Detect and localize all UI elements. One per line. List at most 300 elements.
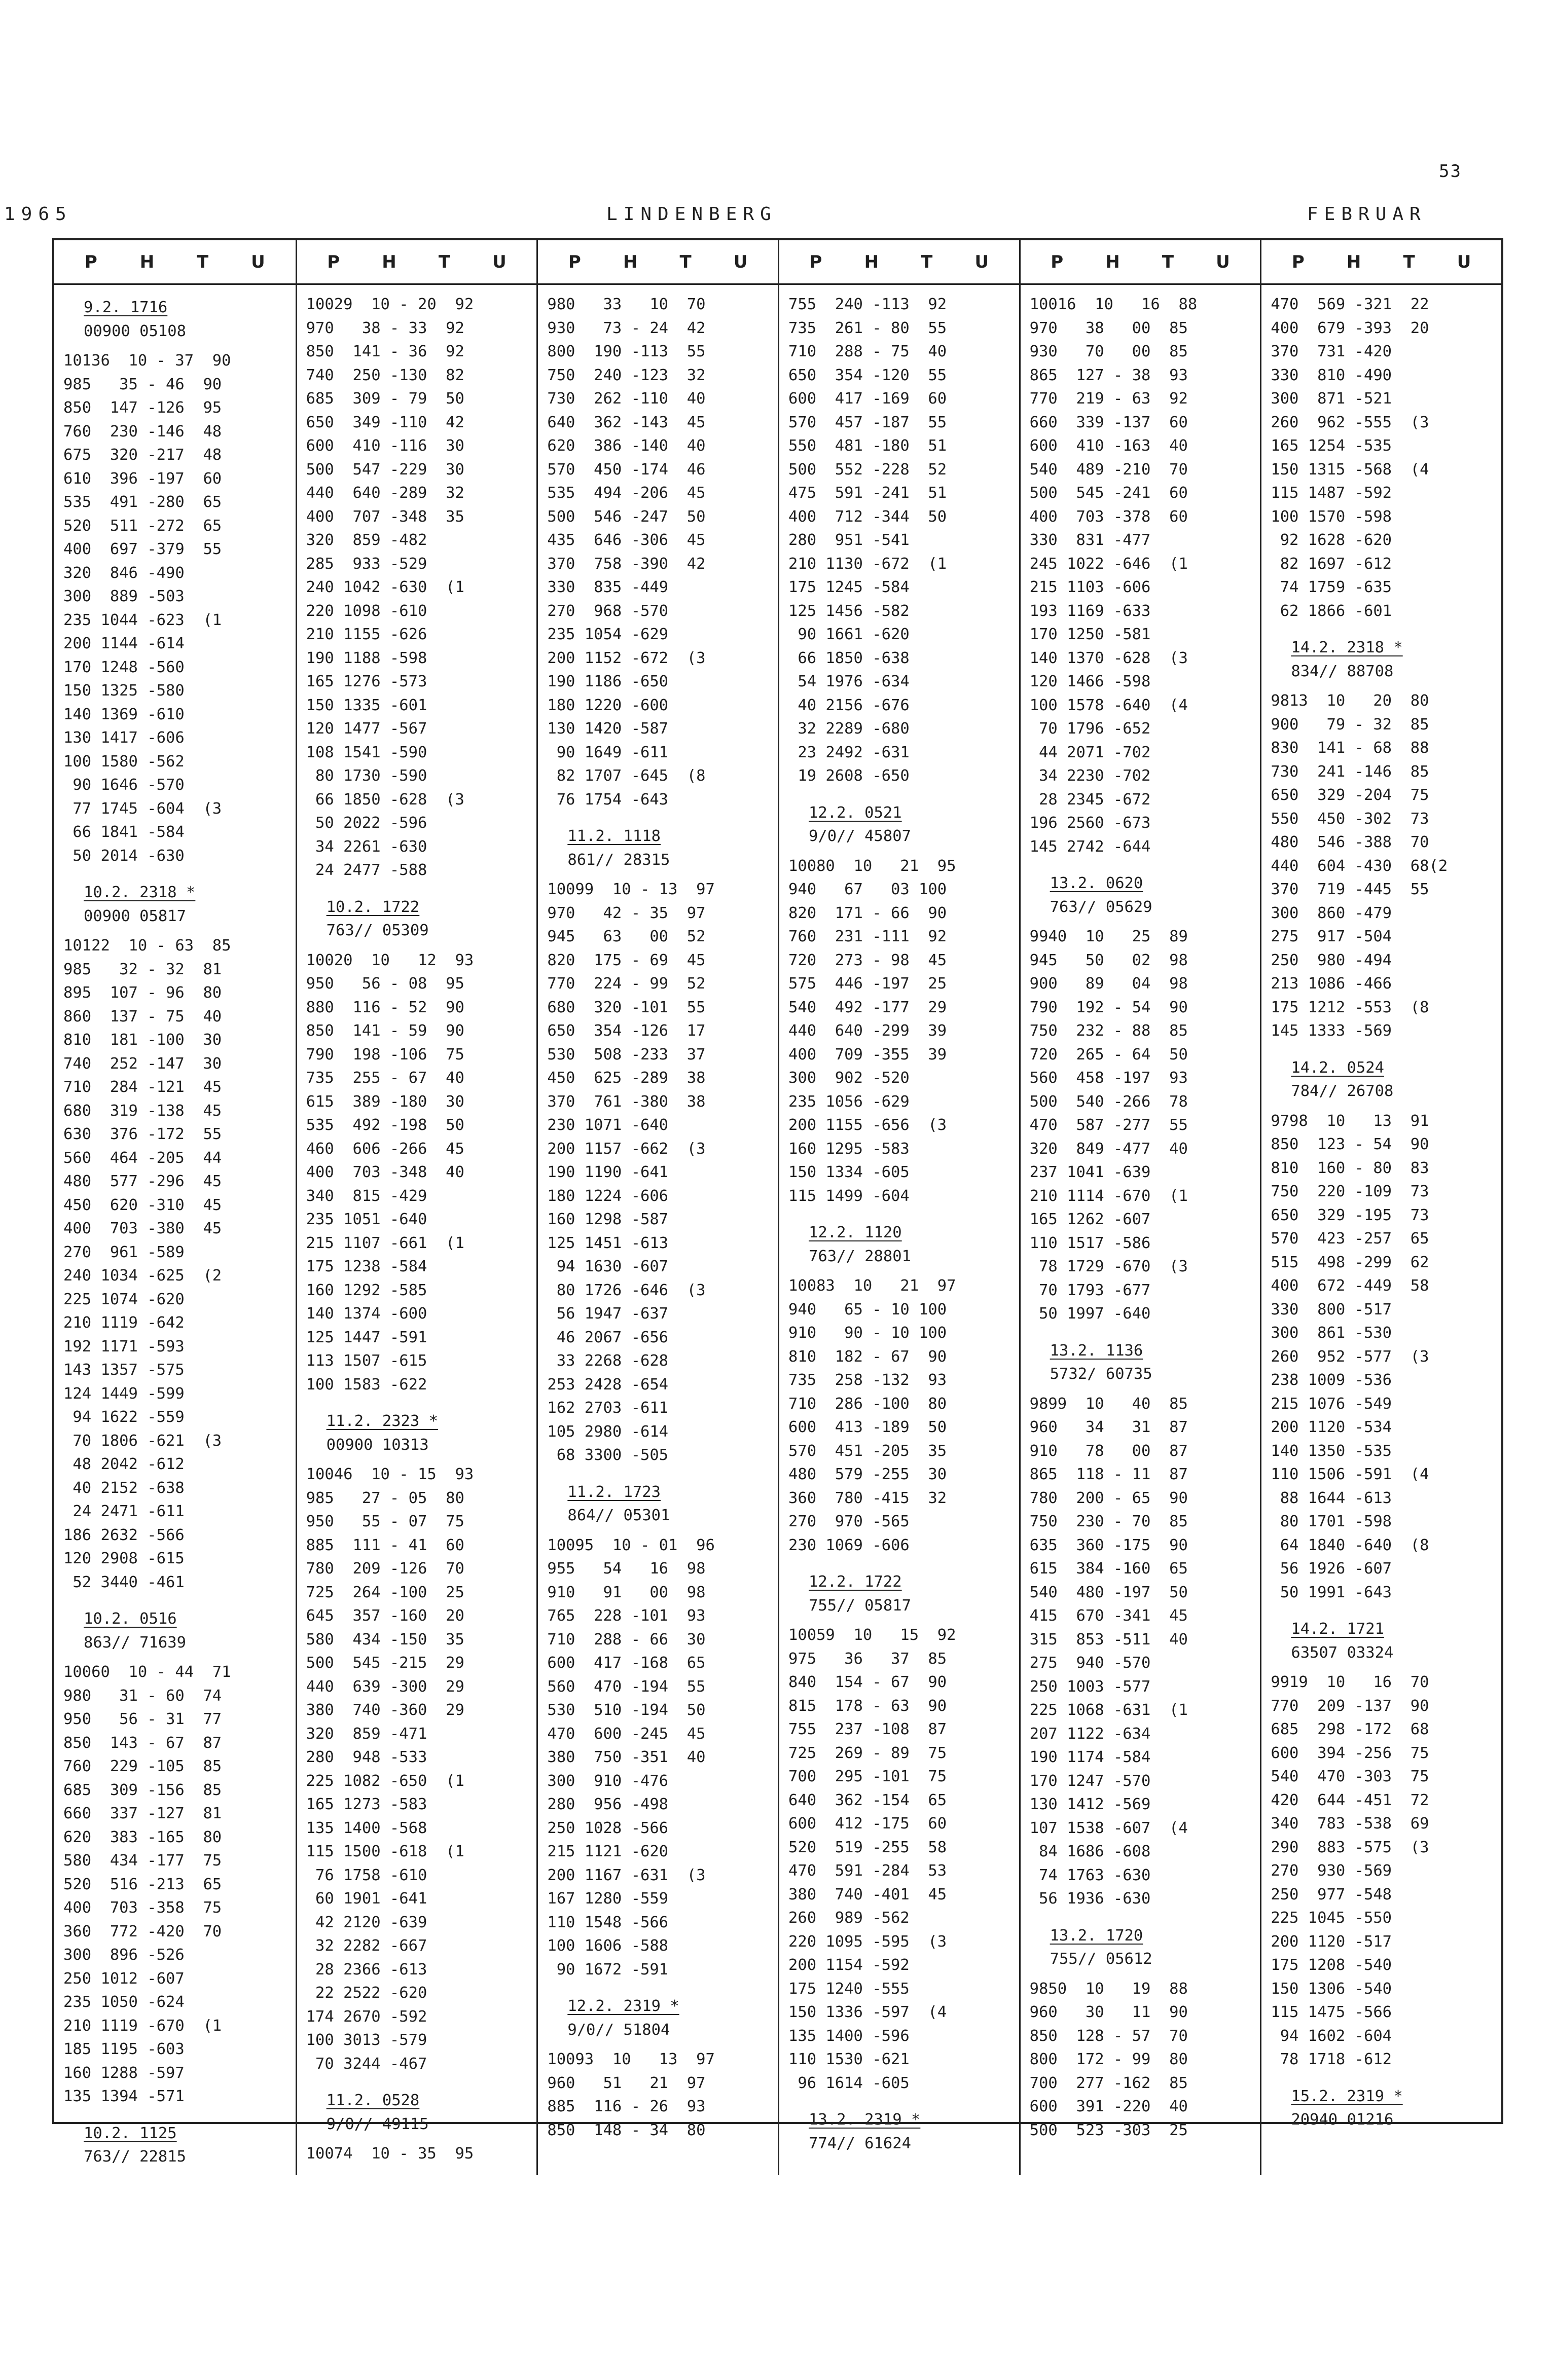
table-row: 820 171 - 66 90	[788, 904, 947, 922]
table-row: 170 1250 -581	[1029, 626, 1151, 643]
table-row: 196 2560 -673	[1029, 814, 1151, 832]
table-row: 66 1850 -628 (3	[306, 790, 464, 809]
column-header-label: T	[1162, 251, 1174, 272]
station-heading: LINDENBERG	[606, 204, 777, 225]
table-row: 570 423 -257 65	[1271, 1230, 1429, 1248]
table-row: 620 383 -165 80	[63, 1828, 222, 1846]
table-row: 110 1506 -591 (4	[1271, 1466, 1429, 1483]
table-row: 865 127 - 38 93	[1029, 366, 1188, 384]
sounding-ident: 00900 10313	[326, 1436, 429, 1454]
table-row: 945 50 02 98	[1029, 951, 1188, 969]
table-row: 215 1076 -549	[1271, 1395, 1392, 1413]
table-row: 400 703 -348 40	[306, 1163, 464, 1181]
table-row: 190 1174 -584	[1029, 1748, 1151, 1766]
table-row: 910 91 00 98	[547, 1583, 706, 1601]
table-row: 44 2071 -702	[1029, 743, 1151, 761]
table-row: 380 740 -401 45	[788, 1885, 947, 1903]
sounding-date: 10.2. 2318 *	[84, 884, 196, 901]
sounding-date: 12.2. 0521	[808, 803, 902, 822]
sounding-date: 12.2. 2319 *	[567, 1997, 679, 2015]
table-row: 480 579 -255 30	[788, 1466, 947, 1483]
table-row: 850 143 - 67 87	[63, 1734, 222, 1752]
table-row: 900 79 - 32 85	[1271, 715, 1429, 734]
sounding-ident: 864// 05301	[567, 1507, 670, 1524]
table-row: 215 1103 -606	[1029, 578, 1151, 596]
table-row: 200 1120 -534	[1271, 1418, 1392, 1436]
sounding-date: 11.2. 1118	[567, 827, 661, 845]
table-row: 755 237 -108 87	[788, 1720, 947, 1738]
column-header-label: U	[492, 251, 507, 272]
table-row: 750 240 -123 32	[547, 366, 706, 384]
table-row: 360 772 -420 70	[63, 1922, 222, 1940]
table-row: 207 1122 -634	[1029, 1725, 1151, 1743]
table-row: 60 1901 -641	[306, 1890, 427, 1908]
table-row: 260 989 -562	[788, 1909, 910, 1927]
table-row: 180 1224 -606	[547, 1187, 669, 1205]
table-row: 210 1119 -642	[63, 1314, 185, 1332]
table-row: 330 835 -449	[547, 578, 669, 596]
column-header	[1021, 240, 1260, 285]
table-row: 9850 10 19 88	[1029, 1980, 1188, 1998]
table-row: 225 1068 -631 (1	[1029, 1701, 1188, 1719]
table-row: 750 232 - 88 85	[1029, 1022, 1188, 1040]
table-row: 225 1074 -620	[63, 1290, 185, 1308]
table-row: 62 1866 -601	[1271, 602, 1392, 620]
table-row: 10095 10 - 01 96	[547, 1536, 715, 1554]
table-row: 300 861 -530	[1271, 1324, 1392, 1342]
table-row: 480 577 -296 45	[63, 1173, 222, 1190]
column-header	[54, 240, 296, 285]
table-row: 770 224 - 99 52	[547, 975, 706, 993]
table-row: 34 2261 -630	[306, 837, 427, 856]
table-row: 710 288 - 75 40	[788, 343, 947, 360]
table-row: 955 54 16 98	[547, 1560, 706, 1578]
table-row: 800 190 -113 55	[547, 343, 706, 360]
table-row: 174 2670 -592	[306, 2007, 427, 2026]
column-header-label: T	[197, 251, 209, 272]
table-column-5	[1019, 240, 1260, 2175]
table-row: 380 740 -360 29	[306, 1701, 464, 1719]
table-row: 10074 10 - 35 95	[306, 2145, 474, 2163]
table-row: 680 320 -101 55	[547, 998, 706, 1016]
column-header-label: T	[1403, 251, 1415, 272]
table-row: 960 30 11 90	[1029, 2003, 1188, 2021]
table-row: 975 36 37 85	[788, 1650, 947, 1668]
table-row: 235 1054 -629	[547, 626, 669, 643]
table-row: 475 591 -241 51	[788, 484, 947, 502]
table-row: 50 2022 -596	[306, 814, 427, 832]
table-row: 10136 10 - 37 90	[63, 352, 231, 370]
table-row: 220 1095 -595 (3	[788, 1932, 947, 1951]
table-row: 237 1041 -639	[1029, 1163, 1151, 1181]
table-row: 150 1334 -605	[788, 1163, 910, 1181]
table-row: 160 1292 -585	[306, 1281, 427, 1299]
table-row: 770 219 - 63 92	[1029, 390, 1188, 408]
table-row: 175 1240 -555	[788, 1980, 910, 1998]
table-row: 640 362 -154 65	[788, 1791, 947, 1809]
table-row: 535 491 -280 65	[63, 493, 222, 511]
table-row: 520 511 -272 65	[63, 517, 222, 535]
table-row: 440 640 -299 39	[788, 1022, 947, 1040]
table-row: 630 376 -172 55	[63, 1125, 222, 1143]
table-row: 80 1726 -646 (3	[547, 1281, 706, 1299]
table-row: 535 494 -206 45	[547, 484, 706, 502]
table-row: 270 968 -570	[547, 602, 669, 620]
table-row: 200 1120 -517	[1271, 1932, 1392, 1951]
table-row: 820 175 - 69 45	[547, 951, 706, 969]
table-row: 70 1793 -677	[1029, 1281, 1151, 1299]
year-heading: 1965	[4, 204, 73, 225]
table-row: 78 1718 -612	[1271, 2051, 1392, 2068]
table-row: 760 229 -105 85	[63, 1757, 222, 1775]
table-row: 735 261 - 80 55	[788, 319, 947, 337]
table-row: 240 1034 -625 (2	[63, 1267, 222, 1285]
sounding-date: 14.2. 1721	[1291, 1620, 1384, 1638]
table-row: 600 410 -116 30	[306, 437, 464, 455]
table-row: 80 1701 -598	[1271, 1513, 1392, 1530]
table-row: 810 160 - 80 83	[1271, 1159, 1429, 1177]
sounding-date: 13.2. 1720	[1050, 1926, 1143, 1945]
table-row: 530 510 -194 50	[547, 1701, 706, 1719]
table-row: 175 1245 -584	[788, 578, 910, 596]
table-row: 865 118 - 11 87	[1029, 1466, 1188, 1483]
table-column-4	[778, 240, 1019, 2175]
column-header-label: T	[679, 251, 692, 272]
table-row: 435 646 -306 45	[547, 531, 706, 549]
sounding-date: 12.2. 1722	[808, 1573, 902, 1591]
sounding-date: 10.2. 1722	[326, 898, 420, 916]
sounding-ident: 9/0// 49115	[326, 2115, 429, 2133]
table-row: 92 1628 -620	[1271, 531, 1392, 549]
table-row: 615 384 -160 65	[1029, 1560, 1188, 1578]
table-row: 765 228 -101 93	[547, 1607, 706, 1625]
table-row: 162 2703 -611	[547, 1399, 669, 1417]
table-row: 64 1840 -640 (8	[1271, 1536, 1429, 1554]
table-row: 685 309 -156 85	[63, 1781, 222, 1799]
table-row: 970 42 - 35 97	[547, 904, 706, 922]
table-row: 895 107 - 96 80	[63, 984, 222, 1002]
sounding-ident: 00900 05817	[84, 907, 186, 925]
table-row: 77 1745 -604 (3	[63, 799, 222, 818]
table-row: 10020 10 12 93	[306, 951, 474, 969]
table-row: 360 780 -415 32	[788, 1489, 947, 1507]
table-row: 10016 10 16 88	[1029, 296, 1198, 313]
table-row: 90 1646 -570	[63, 776, 185, 794]
table-row: 440 639 -300 29	[306, 1677, 464, 1696]
table-row: 113 1507 -615	[306, 1352, 427, 1370]
column-header-label: P	[809, 251, 822, 272]
table-row: 150 1335 -601	[306, 696, 427, 714]
sounding-ident: 763// 28801	[808, 1247, 911, 1265]
table-row: 275 917 -504	[1271, 928, 1392, 945]
column-header-label: H	[623, 251, 638, 272]
sounding-date: 10.2. 1125	[84, 2124, 177, 2142]
table-column-1	[54, 240, 296, 2175]
table-row: 720 265 - 64 50	[1029, 1045, 1188, 1064]
table-row: 120 1466 -598	[1029, 673, 1151, 690]
table-row: 810 182 - 67 90	[788, 1347, 947, 1366]
table-row: 830 141 - 68 88	[1271, 739, 1429, 757]
table-row: 400 712 -344 50	[788, 507, 947, 526]
column-header-label: T	[921, 251, 933, 272]
sounding-date: 9.2. 1716	[84, 299, 168, 316]
table-row: 300 902 -520	[788, 1069, 910, 1087]
column-header-label: H	[864, 251, 879, 272]
table-row: 10046 10 - 15 93	[306, 1466, 474, 1483]
table-row: 960 34 31 87	[1029, 1418, 1188, 1436]
table-row: 200 1152 -672 (3	[547, 649, 706, 667]
table-row: 140 1374 -600	[306, 1305, 427, 1323]
table-row: 84 1686 -608	[1029, 1843, 1151, 1860]
table-row: 710 288 - 66 30	[547, 1630, 706, 1649]
table-row: 740 252 -147 30	[63, 1054, 222, 1073]
table-row: 660 339 -137 60	[1029, 413, 1188, 431]
table-row: 10060 10 - 44 71	[63, 1663, 231, 1681]
column-body	[1261, 285, 1501, 2132]
table-row: 500 523 -303 25	[1029, 2121, 1188, 2139]
table-row: 570 451 -205 35	[788, 1442, 947, 1460]
table-row: 300 860 -479	[1271, 904, 1392, 922]
table-row: 885 116 - 26 93	[547, 2098, 706, 2115]
table-row: 94 1622 -559	[63, 1408, 185, 1426]
table-row: 980 33 10 70	[547, 296, 706, 313]
sounding-date: 14.2. 0524	[1291, 1058, 1384, 1077]
table-row: 440 640 -289 32	[306, 484, 464, 502]
table-row: 760 230 -146 48	[63, 422, 222, 441]
table-row: 210 1114 -670 (1	[1029, 1187, 1188, 1205]
table-row: 100 1580 -562	[63, 752, 185, 771]
table-row: 540 492 -177 29	[788, 998, 947, 1016]
table-row: 88 1644 -613	[1271, 1489, 1392, 1507]
table-row: 680 319 -138 45	[63, 1102, 222, 1120]
table-row: 190 1186 -650	[547, 673, 669, 690]
table-row: 94 1602 -604	[1271, 2027, 1392, 2045]
table-row: 450 620 -310 45	[63, 1196, 222, 1214]
table-row: 400 703 -380 45	[63, 1220, 222, 1237]
table-row: 108 1541 -590	[306, 743, 427, 761]
table-row: 125 1451 -613	[547, 1234, 669, 1252]
table-row: 9798 10 13 91	[1271, 1112, 1429, 1130]
table-row: 190 1188 -598	[306, 649, 427, 667]
table-row: 560 470 -194 55	[547, 1677, 706, 1696]
table-row: 675 320 -217 48	[63, 446, 222, 464]
table-row: 193 1169 -633	[1029, 602, 1151, 620]
table-row: 110 1548 -566	[547, 1913, 669, 1931]
table-row: 170 1248 -560	[63, 658, 185, 676]
table-row: 50 1997 -640	[1029, 1305, 1151, 1323]
table-row: 10080 10 21 95	[788, 857, 956, 875]
table-row: 400 703 -358 75	[63, 1899, 222, 1917]
table-row: 34 2230 -702	[1029, 767, 1151, 785]
table-row: 130 1417 -606	[63, 729, 185, 747]
table-row: 19 2608 -650	[788, 767, 910, 785]
table-row: 740 250 -130 82	[306, 366, 464, 384]
column-header-label: H	[139, 251, 155, 272]
table-row: 42 2120 -639	[306, 1913, 427, 1931]
table-row: 250 980 -494	[1271, 951, 1392, 969]
table-row: 150 1325 -580	[63, 682, 185, 700]
table-row: 120 1477 -567	[306, 720, 427, 738]
table-row: 540 470 -303 75	[1271, 1768, 1429, 1785]
table-row: 450 625 -289 38	[547, 1069, 706, 1087]
table-row: 210 1130 -672 (1	[788, 555, 947, 573]
table-row: 500 545 -241 60	[1029, 484, 1188, 502]
table-row: 250 1012 -607	[63, 1969, 185, 1988]
table-row: 780 200 - 65 90	[1029, 1489, 1188, 1507]
table-row: 250 1003 -577	[1029, 1677, 1151, 1696]
table-row: 850 128 - 57 70	[1029, 2027, 1188, 2045]
table-row: 710 286 -100 80	[788, 1395, 947, 1413]
table-row: 415 670 -341 45	[1029, 1607, 1188, 1625]
table-row: 82 1707 -645 (8	[547, 767, 706, 785]
table-row: 900 89 04 98	[1029, 975, 1188, 993]
table-row: 500 545 -215 29	[306, 1654, 464, 1672]
table-row: 105 2980 -614	[547, 1422, 669, 1441]
table-row: 685 309 - 79 50	[306, 390, 464, 408]
table-row: 124 1449 -599	[63, 1384, 185, 1403]
table-row: 245 1022 -646 (1	[1029, 555, 1188, 573]
table-row: 200 1144 -614	[63, 635, 185, 652]
table-row: 9919 10 16 70	[1271, 1673, 1429, 1691]
table-row: 650 354 -126 17	[547, 1022, 706, 1040]
table-row: 143 1357 -575	[63, 1361, 185, 1379]
table-row: 950 56 - 08 95	[306, 975, 464, 993]
table-row: 500 540 -266 78	[1029, 1092, 1188, 1111]
sounding-ident: 834// 88708	[1291, 662, 1394, 680]
table-row: 340 783 -538 69	[1271, 1815, 1429, 1833]
table-row: 78 1729 -670 (3	[1029, 1258, 1188, 1275]
column-header-label: U	[1216, 251, 1230, 272]
table-column-2	[296, 240, 537, 2175]
table-row: 70 1806 -621 (3	[63, 1432, 222, 1450]
table-row: 850 123 - 54 90	[1271, 1136, 1429, 1153]
table-row: 160 1295 -583	[788, 1140, 910, 1158]
table-row: 235 1051 -640	[306, 1211, 427, 1228]
table-row: 440 604 -430 68(2	[1271, 857, 1448, 875]
table-row: 760 231 -111 92	[788, 928, 947, 945]
table-row: 700 277 -162 85	[1029, 2074, 1188, 2092]
table-row: 24 2471 -611	[63, 1503, 185, 1520]
table-row: 140 1370 -628 (3	[1029, 649, 1188, 667]
column-body	[779, 285, 1019, 2155]
table-row: 370 731 -420	[1271, 343, 1392, 360]
table-row: 470 600 -245 45	[547, 1725, 706, 1743]
column-header-label: H	[382, 251, 396, 272]
table-row: 400 672 -449 58	[1271, 1277, 1429, 1295]
table-row: 115 1475 -566	[1271, 2003, 1392, 2021]
table-row: 107 1538 -607 (4	[1029, 1819, 1188, 1837]
table-row: 115 1500 -618 (1	[306, 1843, 464, 1860]
table-row: 200 1155 -656 (3	[788, 1116, 947, 1134]
table-row: 970 38 00 85	[1029, 319, 1188, 337]
table-row: 250 977 -548	[1271, 1885, 1392, 1903]
sounding-ident: 00900 05108	[84, 322, 186, 340]
table-row: 115 1499 -604	[788, 1187, 910, 1205]
table-row: 165 1254 -535	[1271, 437, 1392, 455]
table-row: 80 1730 -590	[306, 767, 427, 785]
table-row: 175 1208 -540	[1271, 1956, 1392, 1974]
sounding-date: 13.2. 1136	[1050, 1341, 1143, 1360]
table-column-3	[536, 240, 778, 2175]
table-row: 90 1649 -611	[547, 743, 669, 761]
table-row: 140 1350 -535	[1271, 1442, 1392, 1460]
table-row: 270 961 -589	[63, 1243, 185, 1261]
table-row: 720 273 - 98 45	[788, 951, 947, 969]
table-row: 480 546 -388 70	[1271, 833, 1429, 851]
table-row: 200 1167 -631 (3	[547, 1866, 706, 1884]
table-row: 100 1570 -598	[1271, 507, 1392, 526]
table-row: 160 1298 -587	[547, 1211, 669, 1228]
table-row: 800 172 - 99 80	[1029, 2051, 1188, 2068]
table-row: 735 255 - 67 40	[306, 1069, 464, 1087]
sounding-date: 14.2. 2318 *	[1291, 639, 1403, 656]
table-row: 225 1082 -650 (1	[306, 1772, 464, 1790]
table-row: 810 181 -100 30	[63, 1031, 222, 1049]
sounding-ident: 9/0// 51804	[567, 2021, 670, 2039]
table-row: 135 1400 -568	[306, 1819, 427, 1837]
table-row: 320 846 -490	[63, 564, 185, 582]
sounding-ident: 863// 71639	[84, 1633, 186, 1652]
table-row: 28 2345 -672	[1029, 790, 1151, 809]
table-row: 370 761 -380 38	[547, 1092, 706, 1111]
table-row: 250 1028 -566	[547, 1819, 669, 1837]
column-body	[297, 285, 537, 2166]
table-row: 580 434 -150 35	[306, 1630, 464, 1649]
table-row: 74 1759 -635	[1271, 578, 1392, 596]
column-body	[1021, 285, 1260, 2142]
sounding-date: 11.2. 2323 *	[326, 1412, 439, 1430]
table-row: 33 2268 -628	[547, 1352, 669, 1370]
table-row: 320 859 -482	[306, 531, 427, 549]
table-row: 175 1212 -553 (8	[1271, 998, 1429, 1016]
column-header-label: P	[568, 251, 581, 272]
table-row: 910 90 - 10 100	[788, 1324, 947, 1342]
table-row: 235 1056 -629	[788, 1092, 910, 1111]
table-row: 215 1121 -620	[547, 1843, 669, 1860]
table-row: 470 587 -277 55	[1029, 1116, 1188, 1134]
table-row: 32 2282 -667	[306, 1937, 427, 1955]
table-row: 210 1155 -626	[306, 626, 427, 643]
table-row: 130 1412 -569	[1029, 1796, 1151, 1813]
table-row: 10122 10 - 63 85	[63, 937, 231, 955]
table-row: 238 1009 -536	[1271, 1371, 1392, 1389]
table-row: 90 1661 -620	[788, 626, 910, 643]
table-row: 650 354 -120 55	[788, 366, 947, 384]
table-row: 330 800 -517	[1271, 1300, 1392, 1319]
sounding-ident: 774// 61624	[808, 2134, 911, 2152]
table-row: 135 1394 -571	[63, 2088, 185, 2105]
table-row: 10029 10 - 20 92	[306, 296, 474, 313]
table-row: 213 1086 -466	[1271, 975, 1392, 993]
column-header-label: H	[1105, 251, 1120, 272]
table-row: 23 2492 -631	[788, 743, 910, 761]
table-row: 840 154 - 67 90	[788, 1673, 947, 1691]
table-row: 52 3440 -461	[63, 1573, 185, 1591]
table-row: 145 2742 -644	[1029, 837, 1151, 856]
table-row: 56 1936 -630	[1029, 1890, 1151, 1908]
table-row: 985 35 - 46 90	[63, 375, 222, 393]
table-row: 790 192 - 54 90	[1029, 998, 1188, 1016]
table-row: 635 360 -175 90	[1029, 1536, 1188, 1554]
table-row: 340 815 -429	[306, 1187, 427, 1205]
table-row: 600 417 -169 60	[788, 390, 947, 408]
table-row: 170 1247 -570	[1029, 1772, 1151, 1790]
table-row: 125 1456 -582	[788, 602, 910, 620]
table-row: 90 1672 -591	[547, 1960, 669, 1979]
table-row: 186 2632 -566	[63, 1526, 185, 1544]
table-row: 685 298 -172 68	[1271, 1720, 1429, 1738]
sounding-ident: 5732/ 60735	[1050, 1365, 1152, 1383]
